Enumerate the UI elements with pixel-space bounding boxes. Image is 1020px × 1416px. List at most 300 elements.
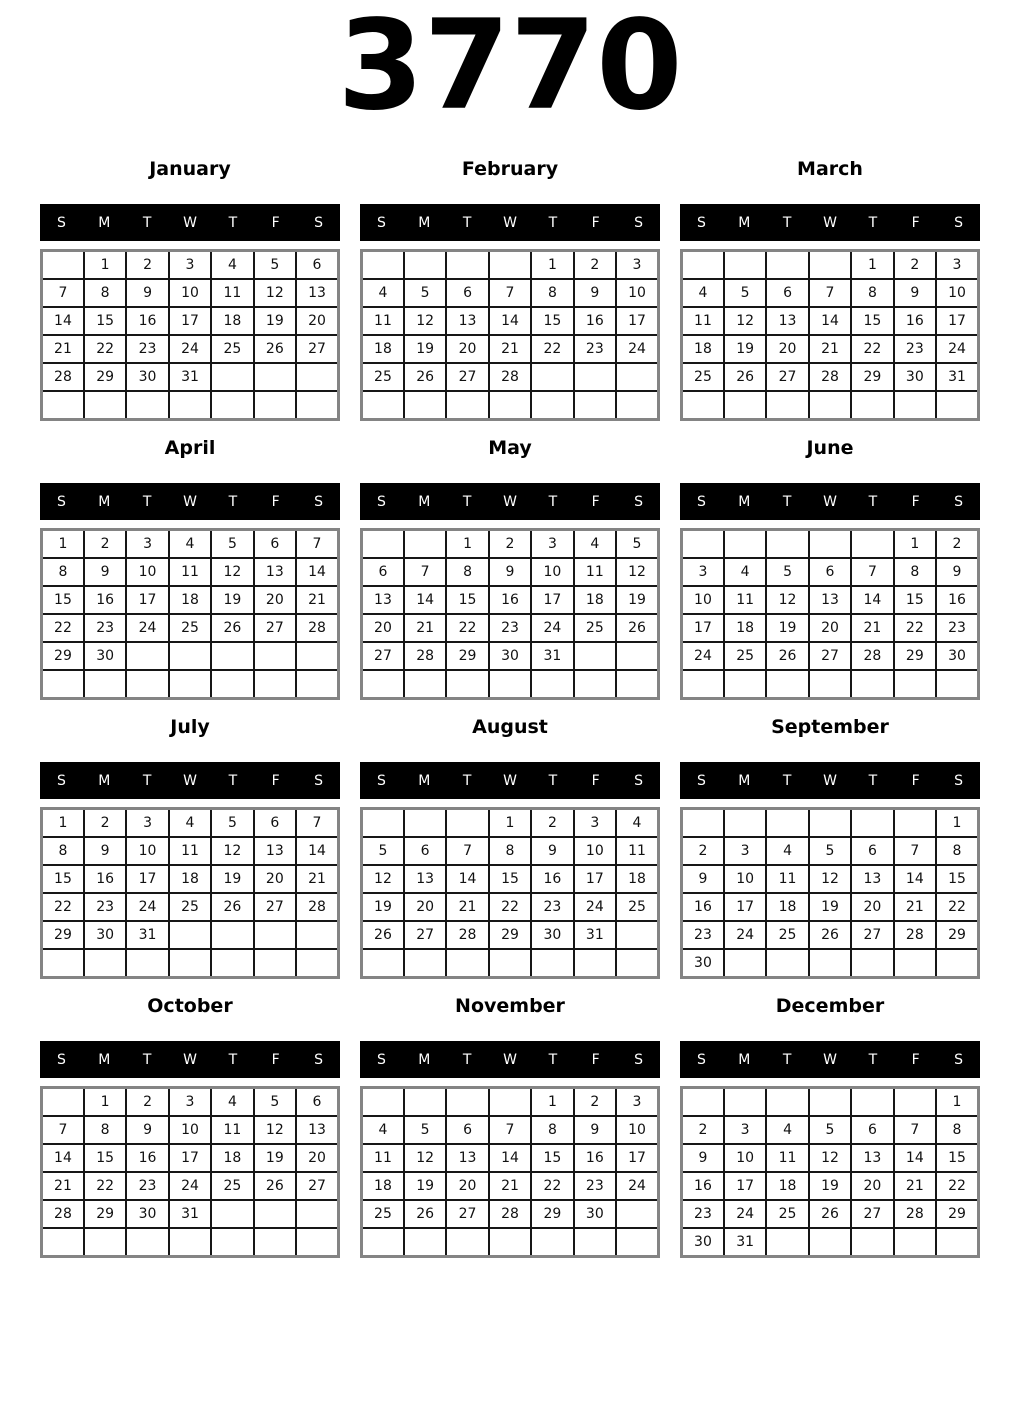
day-cell: 1 bbox=[936, 809, 978, 838]
empty-cell bbox=[169, 1228, 211, 1257]
empty-cell bbox=[616, 1228, 658, 1257]
day-cell: 27 bbox=[254, 893, 296, 921]
week-row bbox=[42, 1088, 339, 1117]
week-row bbox=[682, 949, 979, 978]
day-cell: 16 bbox=[894, 307, 936, 335]
month-grid-october bbox=[40, 1086, 340, 1258]
weekday-label: F bbox=[591, 772, 600, 789]
month-title-january: January bbox=[149, 158, 231, 180]
weekday-label: T bbox=[228, 772, 238, 789]
day-cell: 7 bbox=[42, 279, 84, 307]
empty-cell bbox=[851, 949, 893, 978]
day-cell: 11 bbox=[169, 837, 211, 865]
empty-cell bbox=[851, 1088, 893, 1117]
weekday-label: S bbox=[314, 493, 324, 510]
day-cell: 24 bbox=[616, 1172, 658, 1200]
empty-cell bbox=[404, 1088, 446, 1117]
day-cell: 10 bbox=[126, 558, 168, 586]
day-cell: 16 bbox=[531, 865, 573, 893]
empty-cell bbox=[404, 530, 446, 559]
day-cell: 18 bbox=[766, 1172, 808, 1200]
week-row bbox=[362, 949, 659, 978]
day-cell: 23 bbox=[126, 335, 168, 363]
weekday-label: T bbox=[462, 1051, 472, 1068]
day-cell: 9 bbox=[894, 279, 936, 307]
day-cell: 6 bbox=[851, 1116, 893, 1144]
day-cell: 22 bbox=[42, 893, 84, 921]
empty-cell bbox=[724, 530, 766, 559]
day-cell: 29 bbox=[851, 363, 893, 391]
day-cell: 2 bbox=[126, 251, 168, 280]
day-cell: 20 bbox=[404, 893, 446, 921]
day-cell: 9 bbox=[84, 837, 126, 865]
day-cell: 13 bbox=[296, 1116, 338, 1144]
week-row bbox=[682, 893, 979, 921]
week-row bbox=[42, 921, 339, 949]
year-title: 3770 bbox=[337, 0, 683, 138]
day-cell: 6 bbox=[446, 1116, 488, 1144]
weekday-label: T bbox=[782, 772, 792, 789]
empty-cell bbox=[446, 1088, 488, 1117]
empty-cell bbox=[296, 1228, 338, 1257]
empty-cell bbox=[42, 949, 84, 978]
month-title-april: April bbox=[164, 437, 216, 459]
empty-cell bbox=[766, 809, 808, 838]
empty-cell bbox=[616, 363, 658, 391]
day-cell: 27 bbox=[766, 363, 808, 391]
weekday-label: T bbox=[782, 493, 792, 510]
weekday-label: F bbox=[591, 214, 600, 231]
day-cell: 6 bbox=[254, 530, 296, 559]
day-cell: 6 bbox=[446, 279, 488, 307]
empty-cell bbox=[211, 391, 253, 420]
day-cell: 16 bbox=[489, 586, 531, 614]
empty-cell bbox=[362, 251, 404, 280]
empty-cell bbox=[682, 809, 724, 838]
day-cell: 2 bbox=[84, 530, 126, 559]
day-cell: 8 bbox=[894, 558, 936, 586]
empty-cell bbox=[404, 670, 446, 699]
weekday-header bbox=[680, 483, 980, 520]
day-cell: 3 bbox=[682, 558, 724, 586]
week-row bbox=[362, 614, 659, 642]
weekday-label: T bbox=[868, 772, 878, 789]
day-cell: 20 bbox=[446, 1172, 488, 1200]
empty-cell bbox=[682, 251, 724, 280]
day-cell: 27 bbox=[851, 1200, 893, 1228]
day-cell: 27 bbox=[296, 1172, 338, 1200]
day-cell: 16 bbox=[936, 586, 978, 614]
day-cell: 2 bbox=[574, 1088, 616, 1117]
month-title-august: August bbox=[472, 716, 548, 738]
day-cell: 29 bbox=[489, 921, 531, 949]
day-cell: 23 bbox=[682, 921, 724, 949]
empty-cell bbox=[254, 1228, 296, 1257]
day-cell: 3 bbox=[126, 809, 168, 838]
day-cell: 17 bbox=[531, 586, 573, 614]
week-row bbox=[362, 1144, 659, 1172]
week-row bbox=[42, 279, 339, 307]
day-cell: 21 bbox=[851, 614, 893, 642]
day-cell: 14 bbox=[404, 586, 446, 614]
day-cell: 24 bbox=[616, 335, 658, 363]
day-cell: 9 bbox=[84, 558, 126, 586]
day-cell: 15 bbox=[84, 1144, 126, 1172]
empty-cell bbox=[211, 363, 253, 391]
day-cell: 19 bbox=[766, 614, 808, 642]
day-cell: 25 bbox=[616, 893, 658, 921]
day-cell: 16 bbox=[574, 307, 616, 335]
weekday-label: T bbox=[548, 1051, 558, 1068]
day-cell: 27 bbox=[809, 642, 851, 670]
weekday-label: T bbox=[782, 214, 792, 231]
day-cell: 29 bbox=[936, 921, 978, 949]
weekday-label: T bbox=[462, 214, 472, 231]
empty-cell bbox=[404, 1228, 446, 1257]
day-cell: 15 bbox=[531, 1144, 573, 1172]
day-cell: 25 bbox=[766, 1200, 808, 1228]
day-cell: 20 bbox=[254, 586, 296, 614]
empty-cell bbox=[766, 670, 808, 699]
day-cell: 23 bbox=[894, 335, 936, 363]
empty-cell bbox=[254, 1200, 296, 1228]
weekday-label: F bbox=[591, 1051, 600, 1068]
day-cell: 19 bbox=[254, 307, 296, 335]
month-november bbox=[360, 995, 660, 1258]
month-grid-august bbox=[360, 807, 660, 979]
weekday-label: F bbox=[271, 1051, 280, 1068]
day-cell: 5 bbox=[211, 809, 253, 838]
day-cell: 25 bbox=[362, 1200, 404, 1228]
empty-cell bbox=[851, 530, 893, 559]
day-cell: 28 bbox=[489, 363, 531, 391]
day-cell: 18 bbox=[616, 865, 658, 893]
day-cell: 9 bbox=[489, 558, 531, 586]
day-cell: 30 bbox=[84, 921, 126, 949]
day-cell: 5 bbox=[404, 279, 446, 307]
week-row bbox=[362, 335, 659, 363]
weekday-label: F bbox=[911, 493, 920, 510]
day-cell: 10 bbox=[616, 1116, 658, 1144]
day-cell: 19 bbox=[809, 893, 851, 921]
day-cell: 19 bbox=[616, 586, 658, 614]
empty-cell bbox=[446, 1228, 488, 1257]
day-cell: 4 bbox=[362, 279, 404, 307]
weekday-label: S bbox=[314, 1051, 324, 1068]
day-cell: 22 bbox=[936, 1172, 978, 1200]
day-cell: 13 bbox=[254, 558, 296, 586]
empty-cell bbox=[936, 949, 978, 978]
day-cell: 14 bbox=[296, 837, 338, 865]
week-row bbox=[362, 642, 659, 670]
day-cell: 3 bbox=[126, 530, 168, 559]
day-cell: 14 bbox=[489, 307, 531, 335]
day-cell: 8 bbox=[42, 558, 84, 586]
day-cell: 4 bbox=[682, 279, 724, 307]
week-row bbox=[682, 335, 979, 363]
empty-cell bbox=[126, 391, 168, 420]
day-cell: 12 bbox=[211, 837, 253, 865]
empty-cell bbox=[84, 391, 126, 420]
weekday-header bbox=[40, 204, 340, 241]
empty-cell bbox=[84, 949, 126, 978]
day-cell: 4 bbox=[211, 251, 253, 280]
month-grid-november bbox=[360, 1086, 660, 1258]
month-title-june: June bbox=[806, 437, 854, 459]
day-cell: 10 bbox=[169, 1116, 211, 1144]
day-cell: 10 bbox=[936, 279, 978, 307]
empty-cell bbox=[126, 670, 168, 699]
weekday-label: S bbox=[954, 214, 964, 231]
empty-cell bbox=[296, 642, 338, 670]
day-cell: 17 bbox=[169, 1144, 211, 1172]
day-cell: 26 bbox=[211, 614, 253, 642]
empty-cell bbox=[574, 642, 616, 670]
day-cell: 9 bbox=[936, 558, 978, 586]
day-cell: 23 bbox=[936, 614, 978, 642]
day-cell: 7 bbox=[894, 837, 936, 865]
day-cell: 14 bbox=[489, 1144, 531, 1172]
day-cell: 11 bbox=[362, 1144, 404, 1172]
day-cell: 28 bbox=[894, 1200, 936, 1228]
day-cell: 19 bbox=[362, 893, 404, 921]
week-row bbox=[362, 1172, 659, 1200]
day-cell: 22 bbox=[84, 1172, 126, 1200]
day-cell: 13 bbox=[296, 279, 338, 307]
week-row bbox=[682, 558, 979, 586]
month-grid-july bbox=[40, 807, 340, 979]
day-cell: 10 bbox=[682, 586, 724, 614]
week-row bbox=[42, 1228, 339, 1257]
weekday-label: S bbox=[696, 772, 706, 789]
weekday-label: S bbox=[696, 493, 706, 510]
empty-cell bbox=[42, 391, 84, 420]
empty-cell bbox=[574, 363, 616, 391]
day-cell: 5 bbox=[254, 1088, 296, 1117]
empty-cell bbox=[616, 949, 658, 978]
day-cell: 3 bbox=[724, 837, 766, 865]
weekday-label: T bbox=[142, 214, 152, 231]
month-february bbox=[360, 158, 660, 421]
day-cell: 17 bbox=[724, 1172, 766, 1200]
day-cell: 8 bbox=[84, 1116, 126, 1144]
day-cell: 3 bbox=[724, 1116, 766, 1144]
day-cell: 7 bbox=[851, 558, 893, 586]
day-cell: 23 bbox=[574, 1172, 616, 1200]
day-cell: 12 bbox=[809, 1144, 851, 1172]
weekday-label: W bbox=[503, 214, 517, 231]
day-cell: 20 bbox=[851, 1172, 893, 1200]
empty-cell bbox=[574, 391, 616, 420]
week-row bbox=[362, 921, 659, 949]
day-cell: 18 bbox=[211, 307, 253, 335]
day-cell: 11 bbox=[616, 837, 658, 865]
day-cell: 12 bbox=[404, 1144, 446, 1172]
day-cell: 29 bbox=[446, 642, 488, 670]
day-cell: 17 bbox=[616, 307, 658, 335]
weekday-label: S bbox=[56, 493, 66, 510]
day-cell: 21 bbox=[894, 1172, 936, 1200]
day-cell: 23 bbox=[574, 335, 616, 363]
weekday-label: T bbox=[548, 214, 558, 231]
weekday-label: S bbox=[56, 214, 66, 231]
weekday-label: W bbox=[503, 493, 517, 510]
day-cell: 13 bbox=[404, 865, 446, 893]
empty-cell bbox=[574, 670, 616, 699]
weekday-label: W bbox=[823, 493, 837, 510]
day-cell: 27 bbox=[296, 335, 338, 363]
day-cell: 29 bbox=[936, 1200, 978, 1228]
empty-cell bbox=[362, 1228, 404, 1257]
empty-cell bbox=[296, 670, 338, 699]
day-cell: 11 bbox=[169, 558, 211, 586]
empty-cell bbox=[766, 530, 808, 559]
empty-cell bbox=[42, 1088, 84, 1117]
day-cell: 2 bbox=[682, 837, 724, 865]
day-cell: 20 bbox=[254, 865, 296, 893]
week-row bbox=[42, 558, 339, 586]
day-cell: 6 bbox=[809, 558, 851, 586]
week-row bbox=[682, 1172, 979, 1200]
day-cell: 7 bbox=[894, 1116, 936, 1144]
day-cell: 24 bbox=[126, 893, 168, 921]
day-cell: 30 bbox=[84, 642, 126, 670]
day-cell: 22 bbox=[894, 614, 936, 642]
day-cell: 31 bbox=[169, 1200, 211, 1228]
weekday-label: T bbox=[228, 214, 238, 231]
empty-cell bbox=[169, 642, 211, 670]
month-title-november: November bbox=[455, 995, 565, 1017]
day-cell: 14 bbox=[42, 307, 84, 335]
week-row bbox=[362, 363, 659, 391]
day-cell: 9 bbox=[126, 279, 168, 307]
weekday-label: T bbox=[142, 1051, 152, 1068]
day-cell: 10 bbox=[724, 1144, 766, 1172]
day-cell: 30 bbox=[489, 642, 531, 670]
month-may bbox=[360, 437, 660, 700]
month-title-december: December bbox=[775, 995, 885, 1017]
day-cell: 25 bbox=[169, 614, 211, 642]
weekday-label: S bbox=[376, 1051, 386, 1068]
day-cell: 9 bbox=[574, 279, 616, 307]
week-row bbox=[362, 670, 659, 699]
empty-cell bbox=[682, 391, 724, 420]
day-cell: 25 bbox=[211, 1172, 253, 1200]
weekday-label: S bbox=[56, 1051, 66, 1068]
empty-cell bbox=[809, 391, 851, 420]
weekday-label: T bbox=[142, 772, 152, 789]
day-cell: 17 bbox=[724, 893, 766, 921]
weekday-label: W bbox=[183, 214, 197, 231]
empty-cell bbox=[211, 1228, 253, 1257]
weekday-label: M bbox=[738, 214, 751, 231]
day-cell: 18 bbox=[362, 1172, 404, 1200]
day-cell: 8 bbox=[936, 1116, 978, 1144]
empty-cell bbox=[211, 1200, 253, 1228]
day-cell: 21 bbox=[42, 1172, 84, 1200]
empty-cell bbox=[531, 949, 573, 978]
day-cell: 26 bbox=[404, 363, 446, 391]
day-cell: 24 bbox=[169, 1172, 211, 1200]
day-cell: 7 bbox=[296, 530, 338, 559]
day-cell: 26 bbox=[362, 921, 404, 949]
day-cell: 10 bbox=[724, 865, 766, 893]
day-cell: 6 bbox=[851, 837, 893, 865]
day-cell: 23 bbox=[84, 893, 126, 921]
day-cell: 26 bbox=[766, 642, 808, 670]
weekday-label: S bbox=[634, 214, 644, 231]
day-cell: 21 bbox=[404, 614, 446, 642]
week-row bbox=[42, 893, 339, 921]
week-row bbox=[42, 837, 339, 865]
empty-cell bbox=[254, 391, 296, 420]
day-cell: 8 bbox=[936, 837, 978, 865]
week-row bbox=[682, 809, 979, 838]
empty-cell bbox=[362, 809, 404, 838]
day-cell: 9 bbox=[682, 865, 724, 893]
empty-cell bbox=[169, 921, 211, 949]
weekday-label: W bbox=[183, 493, 197, 510]
day-cell: 27 bbox=[404, 921, 446, 949]
week-row bbox=[42, 865, 339, 893]
day-cell: 16 bbox=[84, 586, 126, 614]
empty-cell bbox=[446, 949, 488, 978]
day-cell: 17 bbox=[126, 586, 168, 614]
empty-cell bbox=[894, 670, 936, 699]
day-cell: 14 bbox=[296, 558, 338, 586]
day-cell: 12 bbox=[404, 307, 446, 335]
day-cell: 14 bbox=[851, 586, 893, 614]
empty-cell bbox=[84, 1228, 126, 1257]
day-cell: 3 bbox=[169, 1088, 211, 1117]
week-row bbox=[42, 335, 339, 363]
empty-cell bbox=[254, 670, 296, 699]
empty-cell bbox=[809, 1088, 851, 1117]
day-cell: 26 bbox=[254, 1172, 296, 1200]
day-cell: 6 bbox=[296, 1088, 338, 1117]
empty-cell bbox=[724, 251, 766, 280]
day-cell: 27 bbox=[851, 921, 893, 949]
day-cell: 3 bbox=[936, 251, 978, 280]
weekday-label: S bbox=[634, 493, 644, 510]
day-cell: 11 bbox=[724, 586, 766, 614]
day-cell: 9 bbox=[126, 1116, 168, 1144]
day-cell: 26 bbox=[616, 614, 658, 642]
day-cell: 19 bbox=[211, 586, 253, 614]
day-cell: 10 bbox=[531, 558, 573, 586]
weekday-label: M bbox=[98, 214, 111, 231]
day-cell: 2 bbox=[489, 530, 531, 559]
day-cell: 16 bbox=[574, 1144, 616, 1172]
empty-cell bbox=[809, 530, 851, 559]
day-cell: 22 bbox=[489, 893, 531, 921]
empty-cell bbox=[489, 1228, 531, 1257]
weekday-label: M bbox=[418, 493, 431, 510]
day-cell: 8 bbox=[42, 837, 84, 865]
weekday-label: F bbox=[911, 214, 920, 231]
empty-cell bbox=[489, 949, 531, 978]
day-cell: 25 bbox=[362, 363, 404, 391]
weekday-header bbox=[360, 204, 660, 241]
empty-cell bbox=[296, 921, 338, 949]
day-cell: 4 bbox=[362, 1116, 404, 1144]
weekday-label: T bbox=[228, 1051, 238, 1068]
day-cell: 30 bbox=[936, 642, 978, 670]
empty-cell bbox=[724, 670, 766, 699]
week-row bbox=[362, 307, 659, 335]
weekday-label: T bbox=[142, 493, 152, 510]
day-cell: 6 bbox=[766, 279, 808, 307]
